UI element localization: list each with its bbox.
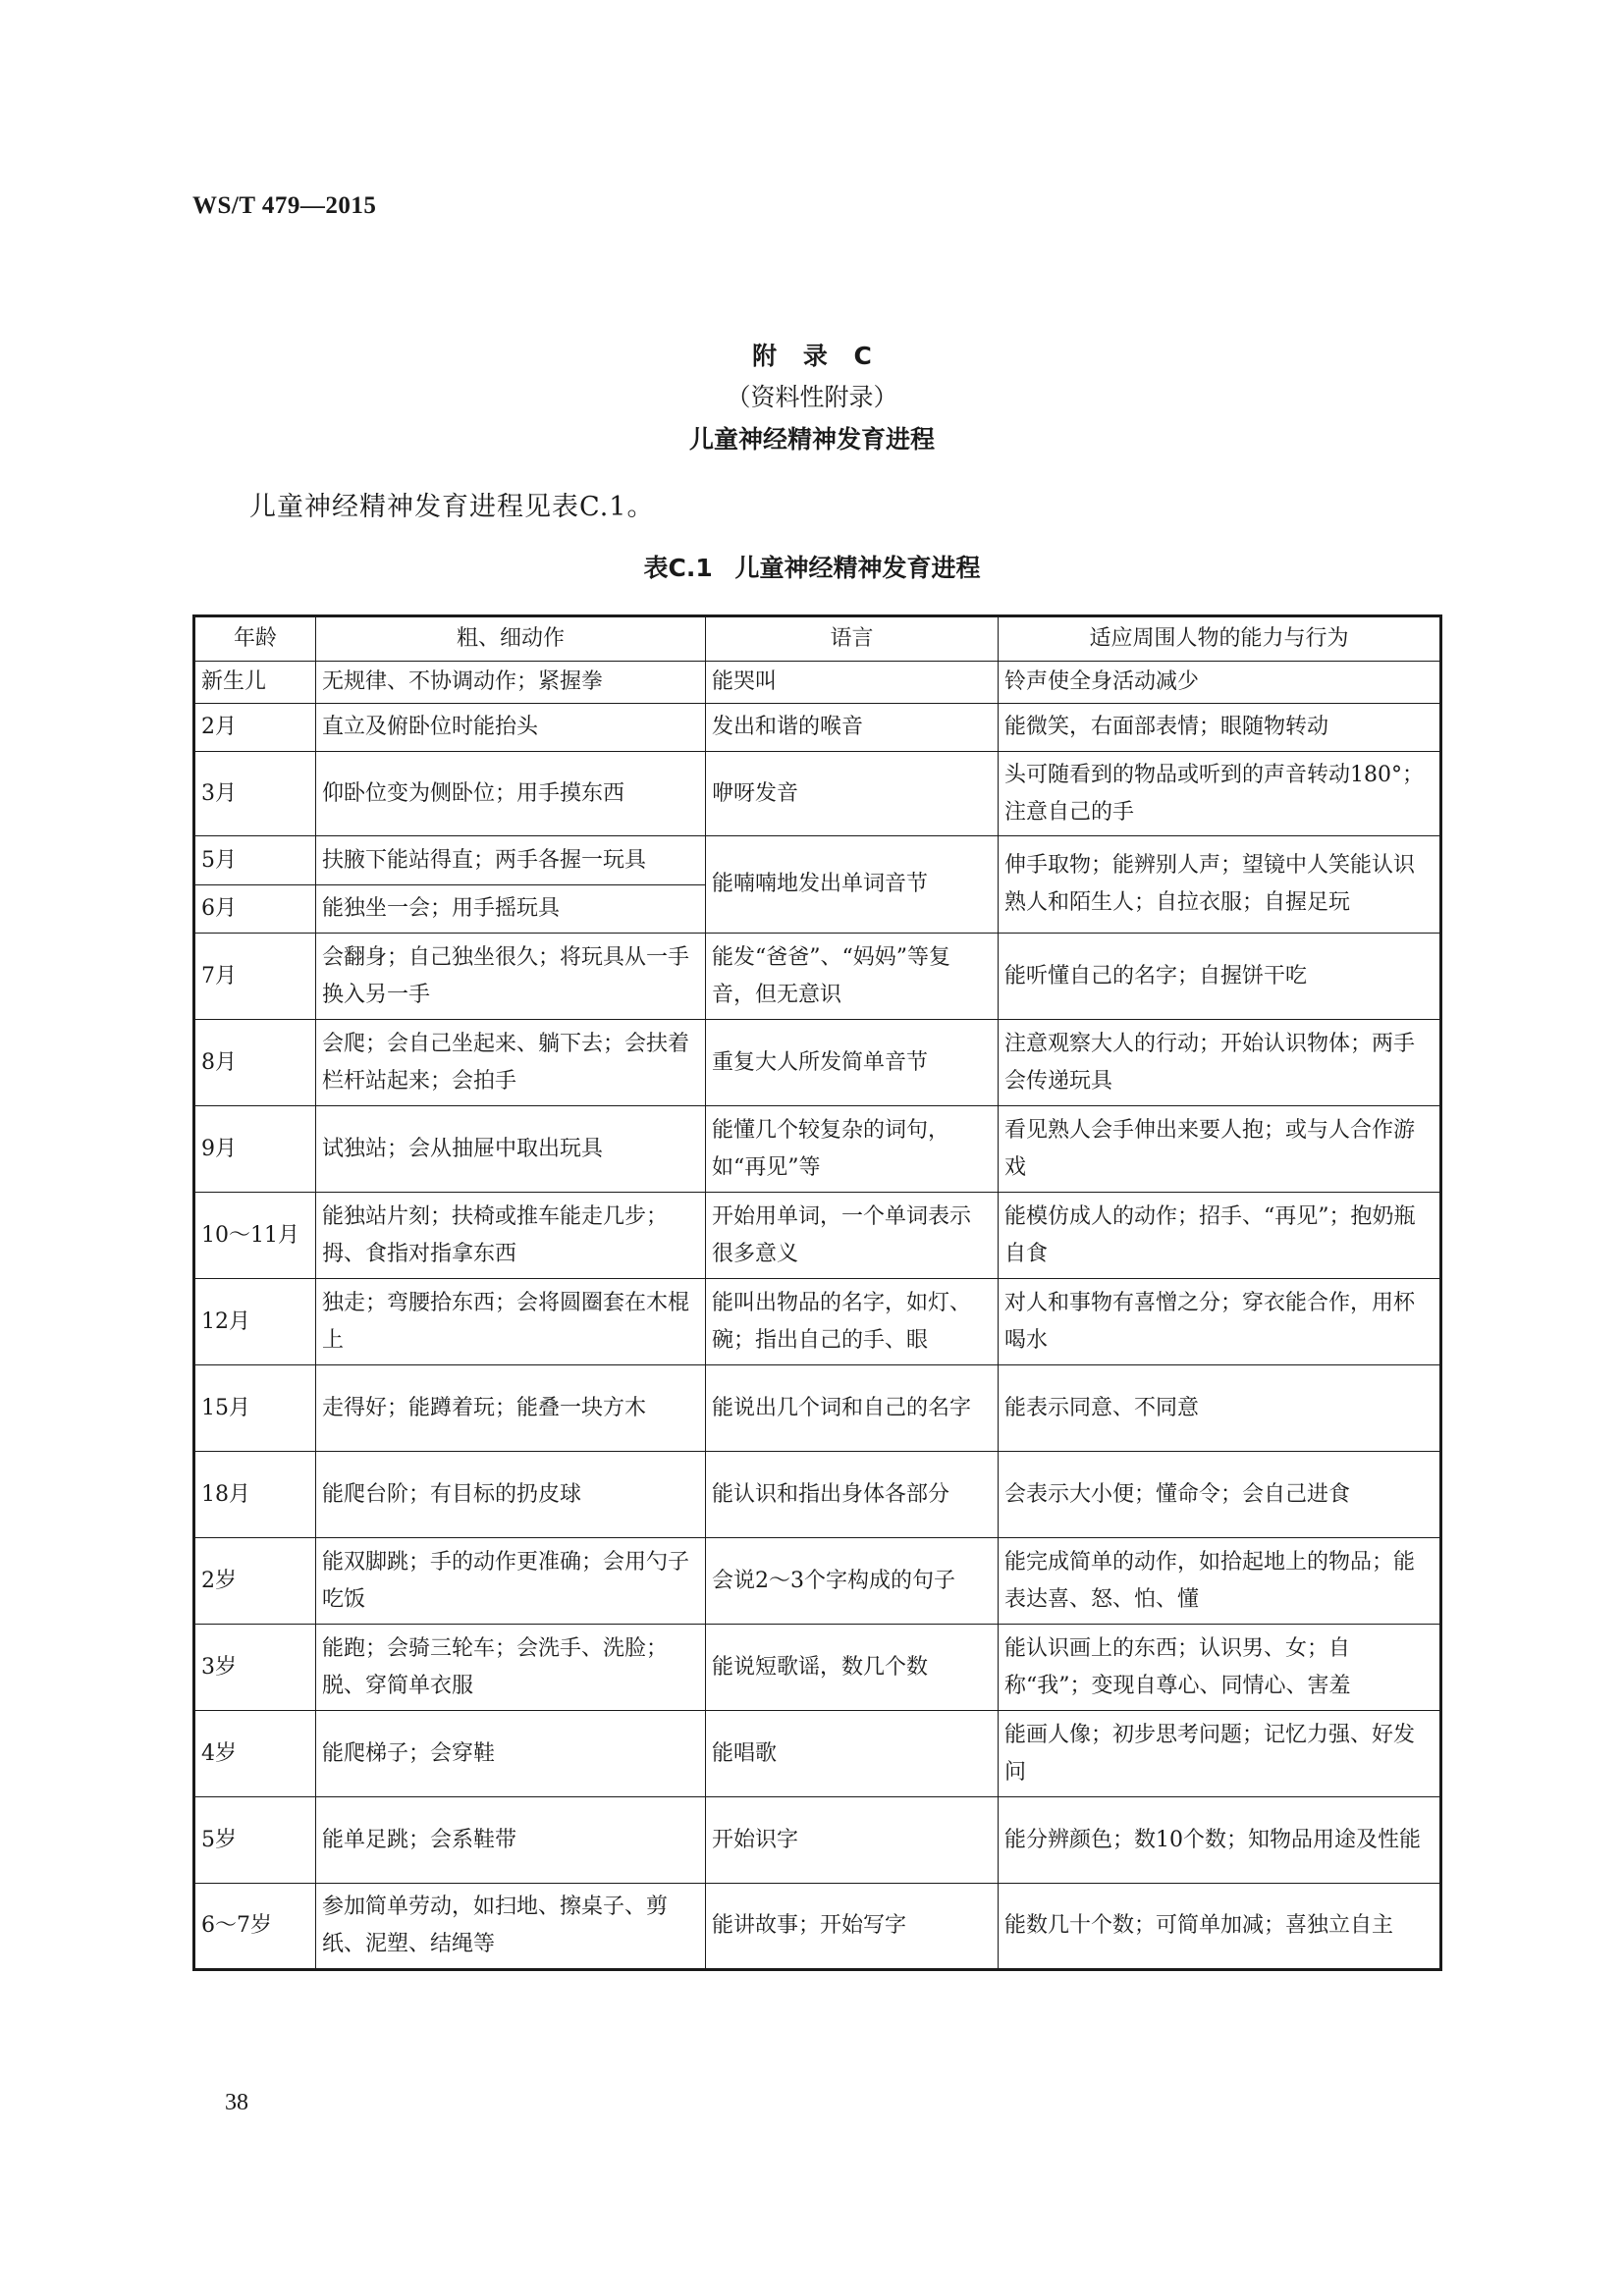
cell-age: 5岁	[194, 1797, 316, 1884]
table-row	[194, 1625, 1441, 1711]
cell-motor: 独走；弯腰拾东西；会将圆圈套在木棍上	[316, 1279, 706, 1365]
table-row	[194, 1884, 1441, 1970]
cell-language: 发出和谐的喉音	[706, 704, 999, 752]
table-row	[194, 1193, 1441, 1279]
cell-age: 4岁	[194, 1711, 316, 1797]
cell-motor: 直立及俯卧位时能抬头	[316, 704, 706, 752]
cell-adaptive: 能画人像；初步思考问题；记忆力强、好发问	[999, 1711, 1441, 1797]
cell-language: 能发“爸爸”、“妈妈”等复音，但无意识	[706, 934, 999, 1020]
cell-adaptive: 注意观察大人的行动；开始认识物体；两手会传递玩具	[999, 1020, 1441, 1106]
cell-language: 能说出几个词和自己的名字	[706, 1365, 999, 1452]
cell-language: 重复大人所发简单音节	[706, 1020, 999, 1106]
document-code: WS/T 479—2015	[192, 192, 377, 219]
cell-language: 开始用单词，一个单词表示很多意义	[706, 1193, 999, 1279]
cell-age: 18月	[194, 1452, 316, 1538]
header-age: 年龄	[194, 616, 316, 662]
cell-motor: 能独坐一会；用手摇玩具	[316, 885, 706, 934]
cell-age: 7月	[194, 934, 316, 1020]
table-caption: 表C.1 儿童神经精神发育进程	[643, 554, 981, 582]
cell-motor: 扶腋下能站得直；两手各握一玩具	[316, 836, 706, 885]
table-row	[194, 1365, 1441, 1452]
cell-age: 2岁	[194, 1538, 316, 1625]
appendix-title: 附 录 C	[752, 342, 872, 370]
table-row	[194, 1279, 1441, 1365]
cell-language: 开始识字	[706, 1797, 999, 1884]
header-motor: 粗、细动作	[316, 616, 706, 662]
table-row	[194, 1711, 1441, 1797]
table-row	[194, 1452, 1441, 1538]
cell-age: 3月	[194, 752, 316, 836]
cell-age: 新生儿	[194, 662, 316, 704]
cell-adaptive: 能认识画上的东西；认识男、女；自称“我”；变现自尊心、同情心、害羞	[999, 1625, 1441, 1711]
cell-motor: 无规律、不协调动作；紧握拳	[316, 662, 706, 704]
cell-motor: 仰卧位变为侧卧位；用手摸东西	[316, 752, 706, 836]
table-header-row	[194, 616, 1441, 662]
cell-motor: 参加简单劳动，如扫地、擦桌子、剪纸、泥塑、结绳等	[316, 1884, 706, 1970]
table-row	[194, 1020, 1441, 1106]
table-row	[194, 1538, 1441, 1625]
cell-age: 6月	[194, 885, 316, 934]
table-row	[194, 934, 1441, 1020]
cell-adaptive: 能分辨颜色；数10个数；知物品用途及性能	[999, 1797, 1441, 1884]
cell-language: 能喃喃地发出单词音节	[706, 836, 999, 934]
intro-paragraph: 儿童神经精神发育进程见表C.1。	[249, 492, 655, 522]
cell-age: 10～11月	[194, 1193, 316, 1279]
cell-motor: 能双脚跳；手的动作更准确；会用勺子吃饭	[316, 1538, 706, 1625]
header-adaptive: 适应周围人物的能力与行为	[999, 616, 1441, 662]
cell-language: 能认识和指出身体各部分	[706, 1452, 999, 1538]
cell-age: 9月	[194, 1106, 316, 1193]
cell-motor: 能独站片刻；扶椅或推车能走几步；拇、食指对指拿东西	[316, 1193, 706, 1279]
header-language: 语言	[706, 616, 999, 662]
cell-motor: 能爬台阶；有目标的扔皮球	[316, 1452, 706, 1538]
development-table-container	[192, 614, 1439, 1971]
cell-language: 咿呀发音	[706, 752, 999, 836]
cell-language: 能懂几个较复杂的词句，如“再见”等	[706, 1106, 999, 1193]
cell-age: 15月	[194, 1365, 316, 1452]
cell-motor: 会爬；会自己坐起来、躺下去；会扶着栏杆站起来；会拍手	[316, 1020, 706, 1106]
table-row	[194, 704, 1441, 752]
cell-age: 3岁	[194, 1625, 316, 1711]
cell-motor: 试独站；会从抽屉中取出玩具	[316, 1106, 706, 1193]
table-row	[194, 836, 1441, 885]
cell-adaptive: 头可随看到的物品或听到的声音转动180°；注意自己的手	[999, 752, 1441, 836]
cell-age: 6～7岁	[194, 1884, 316, 1970]
cell-language: 能唱歌	[706, 1711, 999, 1797]
cell-age: 12月	[194, 1279, 316, 1365]
table-row	[194, 662, 1441, 704]
table-row	[194, 1106, 1441, 1193]
cell-language: 能叫出物品的名字，如灯、碗；指出自己的手、眼	[706, 1279, 999, 1365]
cell-adaptive: 铃声使全身活动减少	[999, 662, 1441, 704]
table-row	[194, 1797, 1441, 1884]
cell-age: 5月	[194, 836, 316, 885]
cell-age: 8月	[194, 1020, 316, 1106]
cell-motor: 会翻身；自己独坐很久；将玩具从一手换入另一手	[316, 934, 706, 1020]
table-row	[194, 752, 1441, 836]
appendix-name: 儿童神经精神发育进程	[688, 425, 935, 454]
appendix-type: （资料性附录）	[726, 383, 898, 411]
development-table	[192, 614, 1442, 1971]
cell-age: 2月	[194, 704, 316, 752]
cell-language: 会说2～3个字构成的句子	[706, 1538, 999, 1625]
cell-adaptive: 能听懂自己的名字；自握饼干吃	[999, 934, 1441, 1020]
cell-motor: 能跑；会骑三轮车；会洗手、洗脸；脱、穿简单衣服	[316, 1625, 706, 1711]
cell-adaptive: 伸手取物；能辨别人声；望镜中人笑能认识熟人和陌生人；自拉衣服；自握足玩	[999, 836, 1441, 934]
cell-language: 能讲故事；开始写字	[706, 1884, 999, 1970]
cell-motor: 能单足跳；会系鞋带	[316, 1797, 706, 1884]
cell-language: 能说短歌谣，数几个数	[706, 1625, 999, 1711]
page-number: 38	[225, 2090, 248, 2115]
cell-adaptive: 对人和事物有喜憎之分；穿衣能合作，用杯喝水	[999, 1279, 1441, 1365]
cell-adaptive: 能完成简单的动作，如拾起地上的物品；能表达喜、怒、怕、懂	[999, 1538, 1441, 1625]
cell-adaptive: 能模仿成人的动作；招手、“再见”；抱奶瓶自食	[999, 1193, 1441, 1279]
cell-language: 能哭叫	[706, 662, 999, 704]
cell-adaptive: 看见熟人会手伸出来要人抱；或与人合作游戏	[999, 1106, 1441, 1193]
cell-motor: 能爬梯子；会穿鞋	[316, 1711, 706, 1797]
cell-adaptive: 能表示同意、不同意	[999, 1365, 1441, 1452]
cell-adaptive: 能微笑，右面部表情；眼随物转动	[999, 704, 1441, 752]
cell-motor: 走得好；能蹲着玩；能叠一块方木	[316, 1365, 706, 1452]
cell-adaptive: 会表示大小便；懂命令；会自己进食	[999, 1452, 1441, 1538]
cell-adaptive: 能数几十个数；可简单加减；喜独立自主	[999, 1884, 1441, 1970]
